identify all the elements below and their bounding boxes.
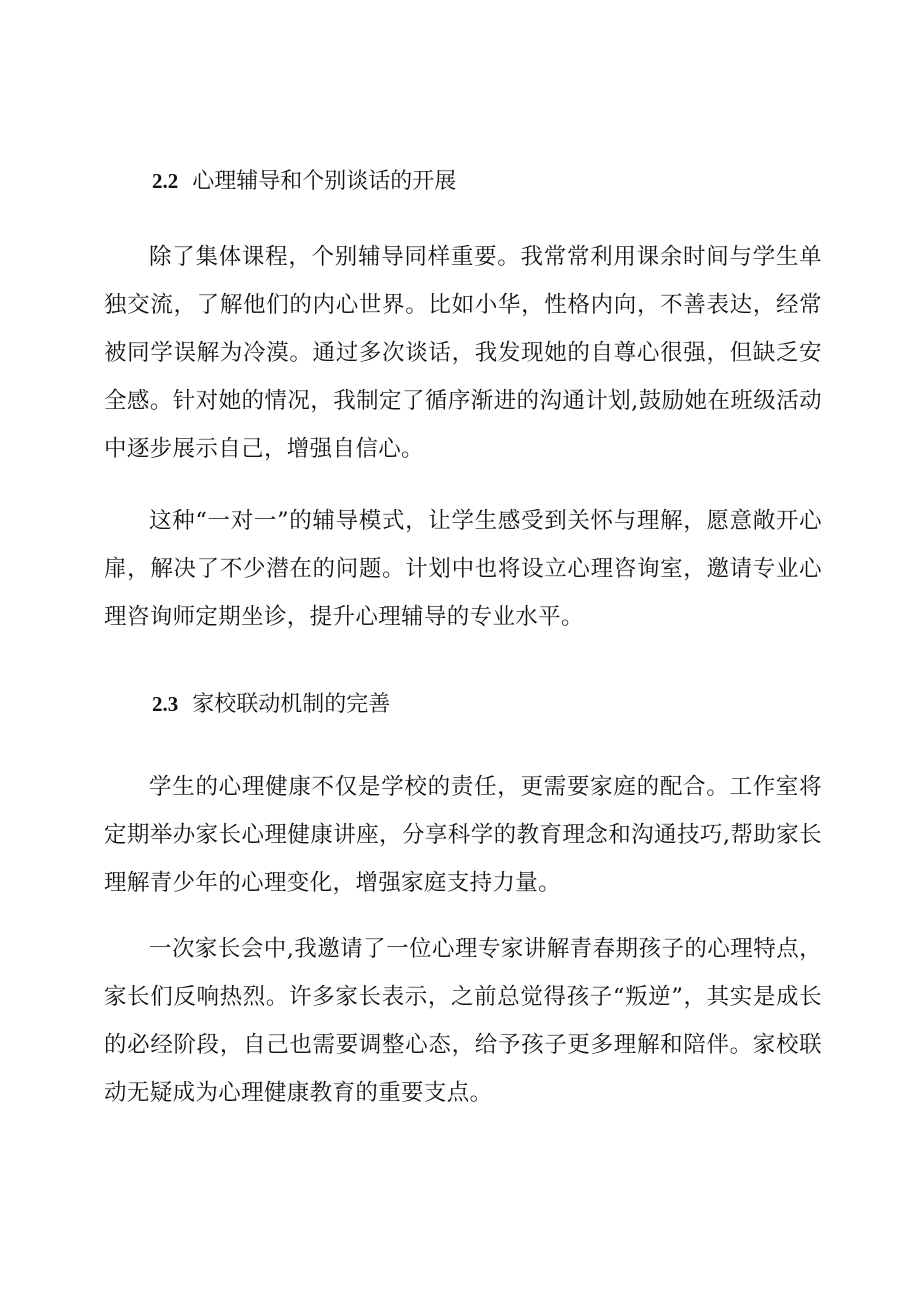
paragraph-home-school-cooperation: 学生的心理健康不仅是学校的责任，更需要家庭的配合。工作室将定期举办家长心理健康讲座，分享科学的教育理念和沟通技巧,帮助家长理解青少年的心理变化，增强家庭支持力量。 (104, 774, 822, 896)
section-heading-2-2 (152, 166, 456, 197)
section-number: 2.2 (152, 169, 179, 193)
section-title: 家校联动机制的完善 (192, 692, 391, 717)
section-title: 心理辅导和个别谈话的开展 (192, 169, 457, 194)
paragraph-parent-meeting: 一次家长会中,我邀请了一位心理专家讲解青春期孩子的心理特点，家长们反响热烈。许多家长表示，之前总觉得孩子“叛逆”，其实是成长的必经阶段，自己也需要调整心态，给予孩子更多理解和陪伴。家校联动无疑成为心理健康教育的重要支点。 (104, 936, 822, 1106)
section-heading-2-3 (152, 689, 390, 720)
paragraph-one-on-one-mode: 这种“一对一”的辅导模式，让学生感受到关怀与理解，愿意敞开心扉，解决了不少潜在的问题。计划中也将设立心理咨询室，邀请专业心理咨询师定期坐诊，提升心理辅导的专业水平。 (104, 508, 822, 630)
section-number: 2.3 (152, 692, 179, 716)
paragraph-individual-counseling: 除了集体课程，个别辅导同样重要。我常常利用课余时间与学生单独交流，了解他们的内心世界。比如小华，性格内向，不善表达，经常被同学误解为冷漠。通过多次谈话，我发现她的自尊心很强，但缺乏安全感。针对她的情况，我制定了循序渐进的沟通计划,鼓励她在班级活动中逐步展示自己，增强自信心。 (104, 244, 822, 462)
